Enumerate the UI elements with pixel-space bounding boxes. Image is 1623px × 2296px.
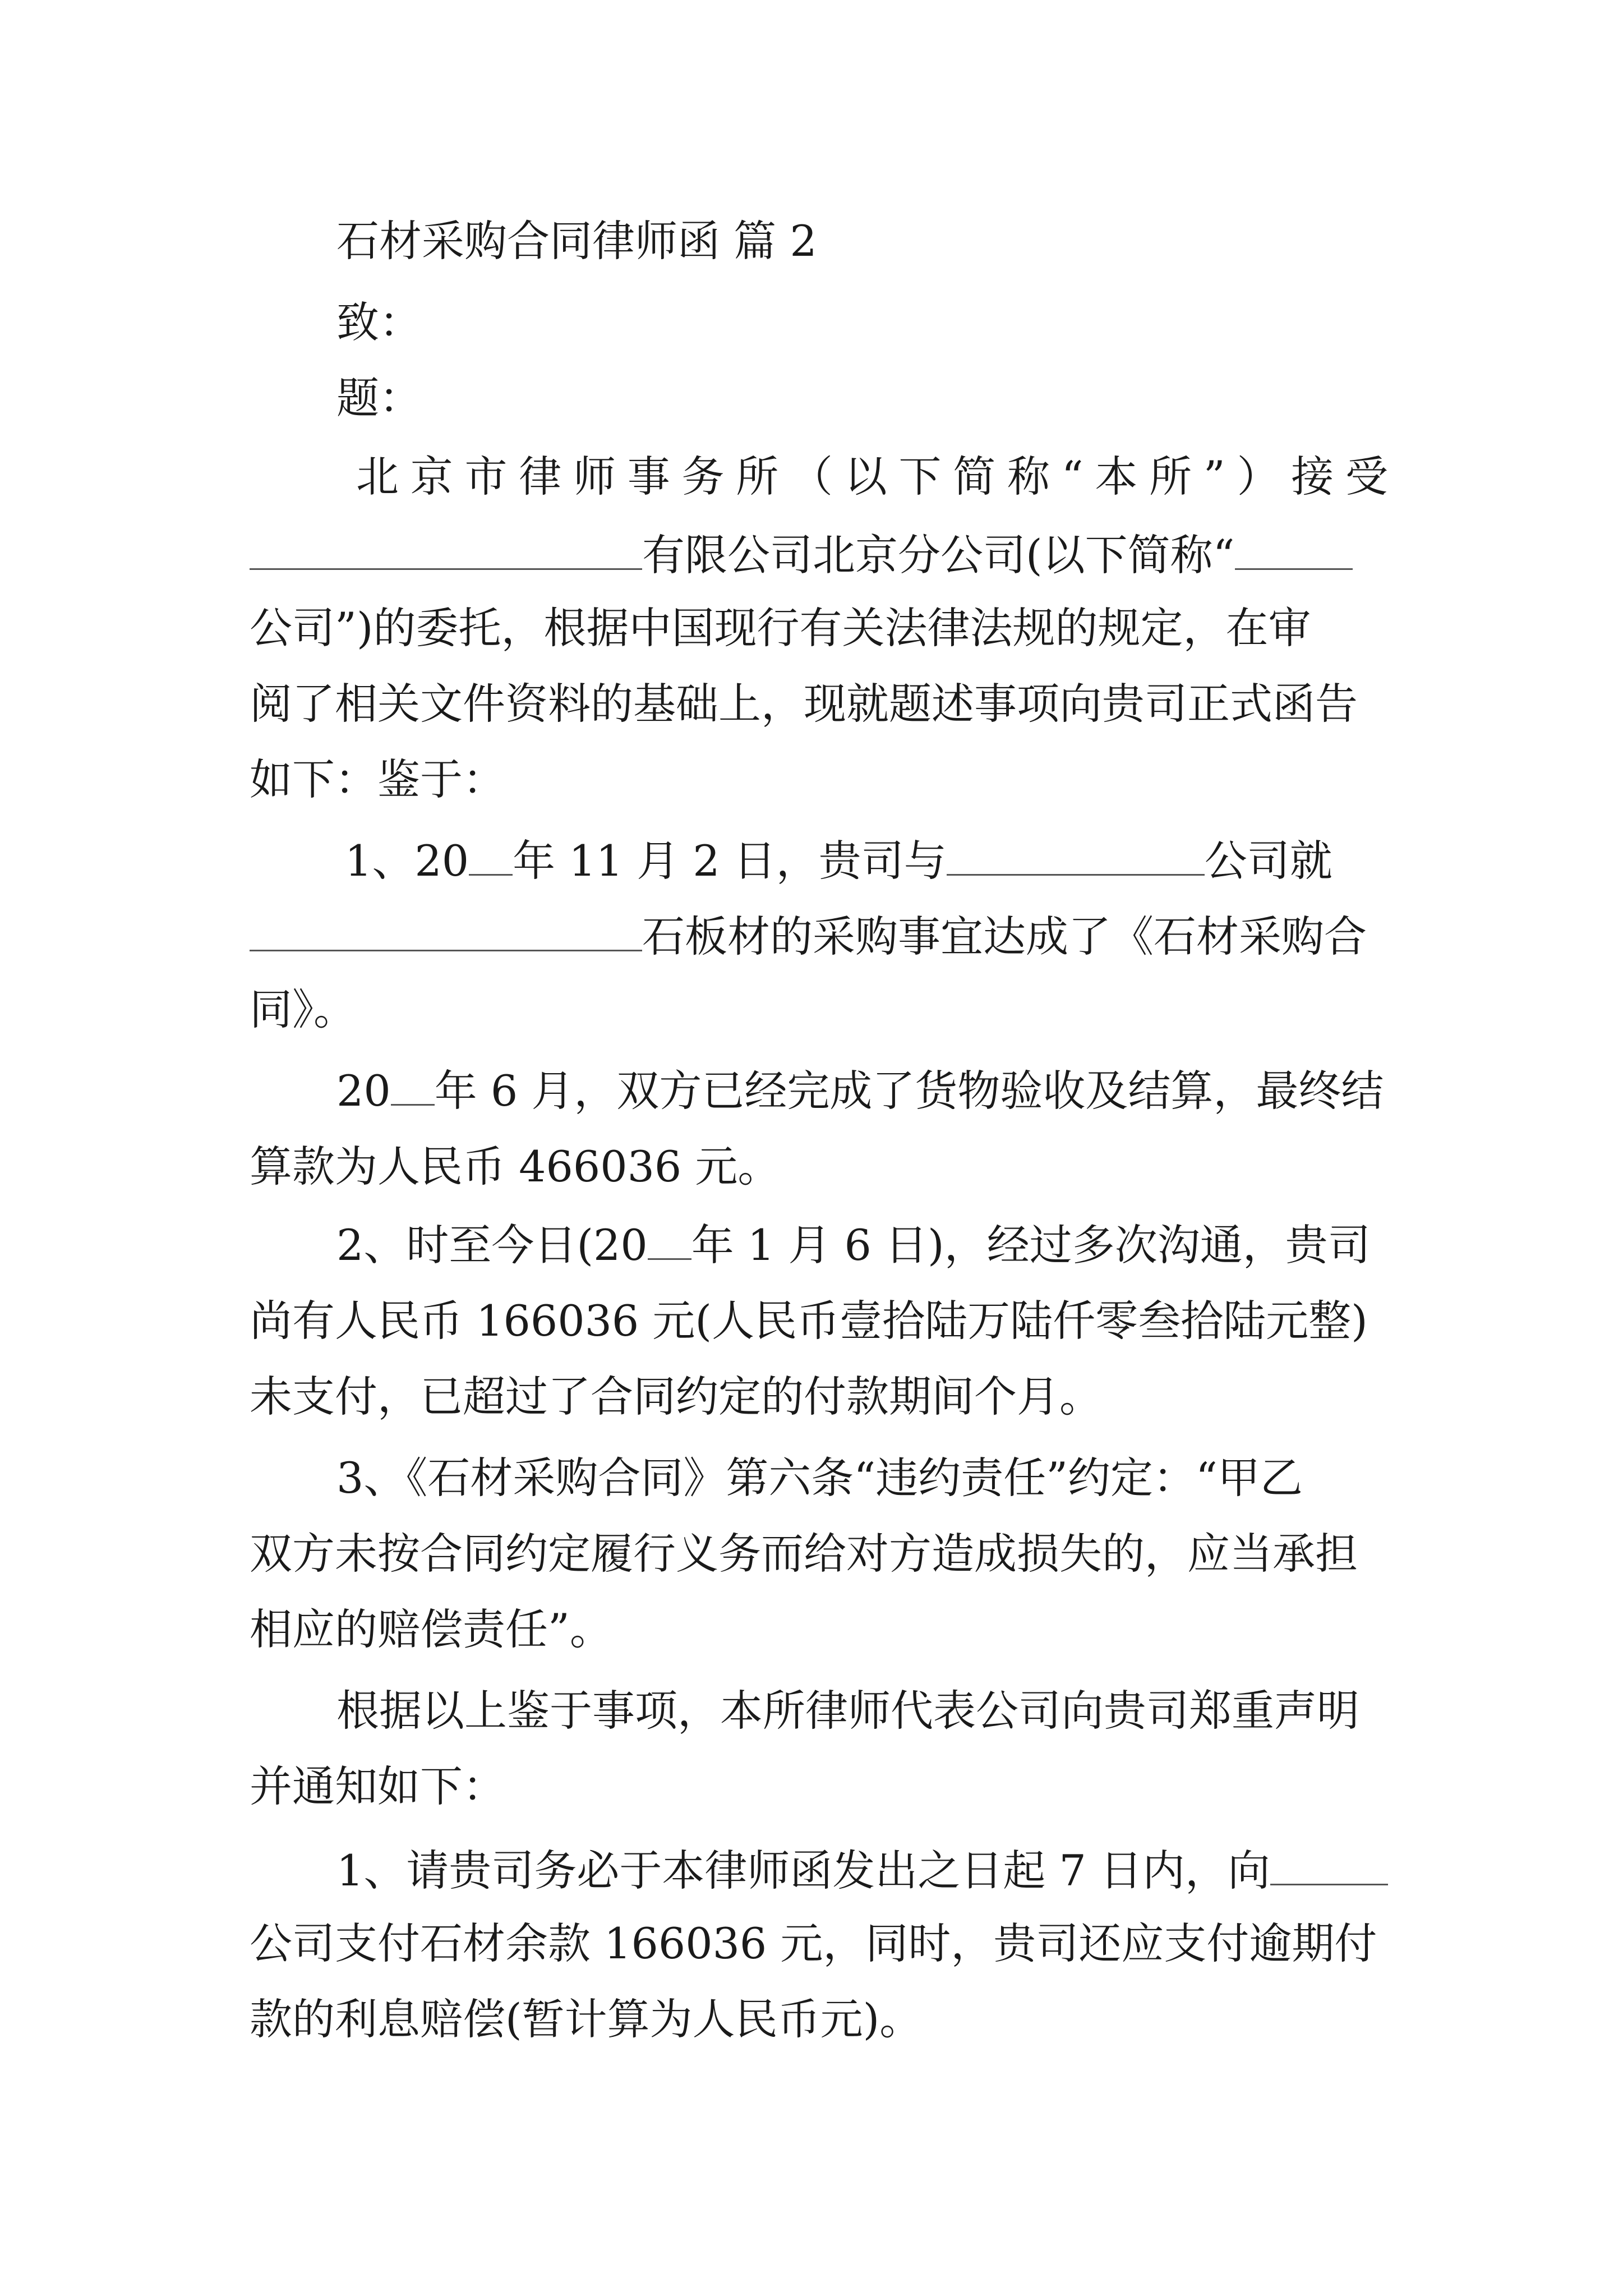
item3-line-3: 相应的赔偿责任”。 [250,1604,612,1654]
recipient-label: 致： [336,297,422,347]
intro-line-1: 北京市律师事务所（以下简称“本所”）接受 [356,452,1388,501]
year-blank [469,834,513,876]
item1-company-text: 公司就 [1204,836,1332,886]
intro-line-5: 如下：鉴于： [250,754,505,804]
item2-line-2: 尚有人民币 166036 元(人民币壹拾陆万陆仟零叁拾陆元整) [250,1296,1368,1346]
settlement-line-2: 算款为人民币 466036 元。 [250,1142,781,1191]
item2-line-1 [336,1217,1388,1273]
item1-line-2 [250,906,1388,962]
item1-line-3: 同》。 [250,984,356,1034]
settlement-prefix: 20 [336,1066,391,1116]
item2-text: 年 1 月 6 日)，经过多次沟通，贵司 [691,1220,1371,1270]
year-blank [391,1064,435,1106]
item3-line-1: 3、《石材采购合同》第六条“违约责任”约定：“甲乙 [336,1453,1303,1503]
stone-type-blank [250,906,642,951]
item2-prefix: 2、时至今日(20 [336,1220,648,1270]
item3-line-2: 双方未按合同约定履行义务而给对方造成损失的，应当承担 [250,1529,1358,1579]
demand1-line-1 [336,1840,1388,1896]
supplier-blank [947,830,1205,876]
item2-line-3: 未支付，已超过了合同约定的付款期间个月。 [250,1372,1102,1421]
demand1-text: 1、请贵司务必于本律师函发出之日起 7 日内，向 [336,1846,1271,1895]
item1-prefix: 1、20 [345,836,469,886]
client-name-blank [250,524,642,570]
item1-date-text: 年 11 月 2 日，贵司与 [513,836,947,886]
settlement-line-1 [336,1063,1388,1119]
year-blank [648,1218,691,1260]
intro-line-4: 阅了相关文件资料的基础上，现就题述事项向贵司正式函告 [250,679,1358,729]
settlement-text: 年 6 月，双方已经完成了货物验收及结算，最终结 [434,1066,1384,1116]
conclusion-line-2: 并通知如下： [250,1761,505,1811]
conclusion-line-1: 根据以上鉴于事项，本所律师代表公司向贵司郑重声明 [336,1686,1359,1736]
intro-line-3: 公司”)的委托，根据中国现行有关法律法规的规定，在审 [250,603,1311,653]
subject-label: 题： [336,373,422,423]
payee-blank [1270,1840,1388,1885]
item1-line-2-text: 石板材的采购事宜达成了《石材采购合 [642,912,1367,961]
demand1-line-2: 公司支付石材余款 166036 元，同时，贵司还应支付逾期付 [250,1918,1377,1968]
item1-line-1 [345,830,1388,886]
letter-title: 石材采购合同律师函 篇 2 [336,216,817,266]
client-short-name-blank [1235,524,1353,570]
demand1-line-3: 款的利息赔偿(暂计算为人民币元)。 [250,1994,923,2044]
intro-line-2 [250,524,1388,581]
intro-line-2-text: 有限公司北京分公司(以下简称“ [642,530,1235,580]
